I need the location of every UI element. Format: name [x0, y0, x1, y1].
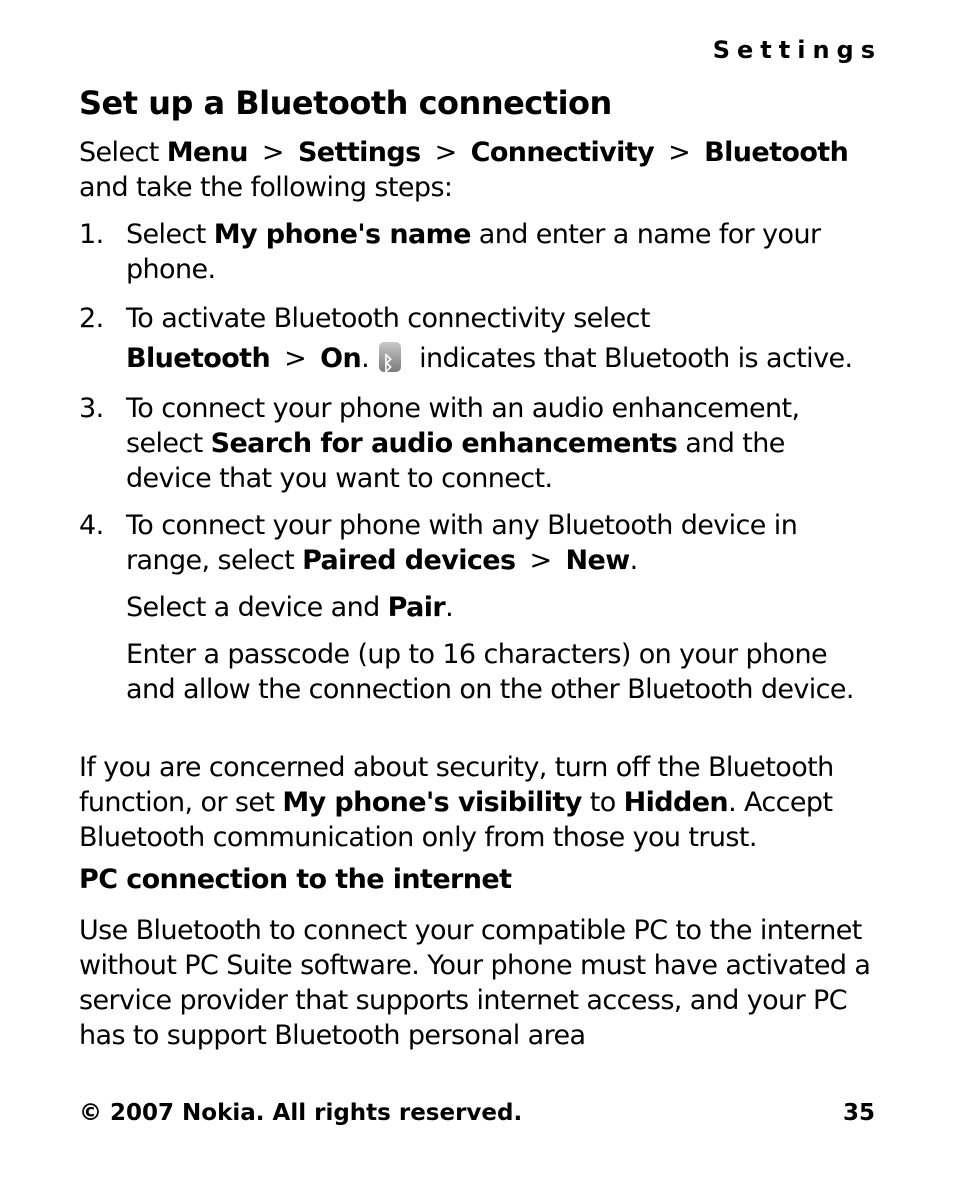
list-item: 3. To connect your phone with an audio enhancement, select Search for audio enhancements and the device that you want to connect.: [79, 393, 800, 494]
menu-path-menu: Menu: [166, 137, 248, 168]
list-item: 4. To connect your phone with any Bluetooth device in range, select Paired devices > New.: [79, 510, 798, 576]
subsection-title: PC connection to the internet: [79, 864, 512, 895]
menu-path-settings: Settings: [297, 137, 421, 168]
step-4-subparagraph-pair: Select a device and Pair.: [126, 592, 454, 623]
list-item: 2. To activate Bluetooth connectivity select Bluetooth > On.ᛒ indicates that Bluetooth is active.: [79, 299, 875, 379]
steps-list: [79, 217, 875, 707]
bluetooth-icon: [379, 342, 401, 372]
intro-paragraph: Select Menu > Settings > Connectivity > Bluetooth and take the following steps:: [79, 137, 849, 203]
menu-path-connectivity: Connectivity: [470, 137, 655, 168]
security-paragraph: If you are concerned about security, turn off the Bluetooth function, or set My phone's visibility to Hidden. Accept Bluetooth communication only from those you trust.: [79, 752, 834, 853]
list-item: 1. Select My phone's name and enter a name for your phone.: [79, 219, 821, 285]
section-title: Set up a Bluetooth connection: [79, 84, 612, 122]
page-number: 35: [842, 1100, 875, 1126]
pc-connection-paragraph: Use Bluetooth to connect your compatible PC to the internet without PC Suite software. Your phone must have activated a service provider that supports internet access, and your PC has to support Bluetooth personal area: [79, 915, 871, 1051]
page-footer: [79, 1100, 875, 1126]
menu-path-bluetooth: Bluetooth: [704, 137, 849, 168]
copyright: © 2007 Nokia. All rights reserved.: [79, 1100, 523, 1126]
running-header: Settings: [712, 36, 882, 64]
step-4-subparagraph-passcode: Enter a passcode (up to 16 characters) on your phone and allow the connection on the other Bluetooth device.: [126, 639, 854, 705]
